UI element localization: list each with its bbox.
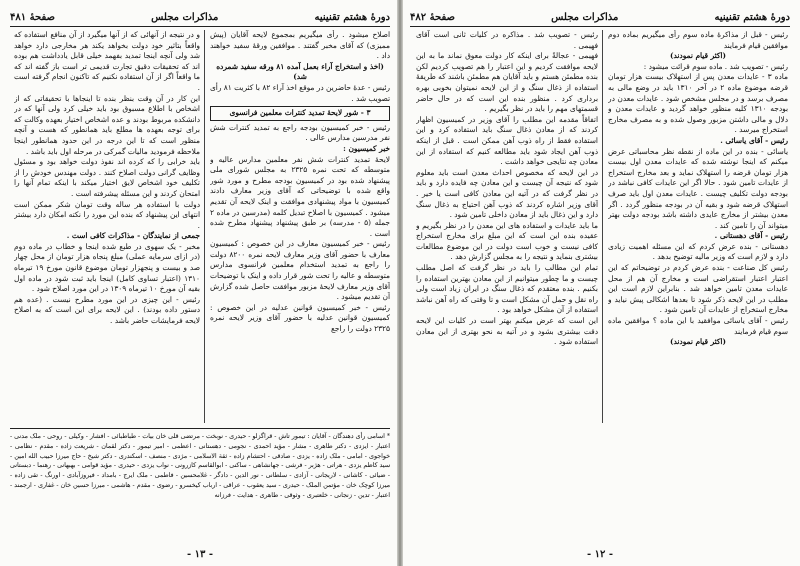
- journal-title: مذاکرات مجلس: [551, 11, 619, 23]
- paragraph: رئیس - خبر کمیسیون بودجه راجع به تمدید کنترات شش نفر مدرسین مدارس عالی .: [210, 122, 390, 143]
- right-page-column-2: [416, 30, 598, 423]
- article-text: ماده ۳ - عایدات معدن پس از استهلاک بیست هزار تومان قرضه موضوع ماده ۲ در آخر ۱۳۱۰ باید در وضع مالی به مصرف برسد و در مجلس مشخص شود . عایدات معدن در بودجه ۱۳۱۰ کلیه منظور خواهد گردید و عایدات معدن و دلال و مالی داشتن مزبور وصول شده و به مصرف مخارج استخراج میرسد .: [608, 72, 788, 135]
- paragraph: این کار در آن وقت بنظر بنده تا اینجاها با تحقیقاتی که از اشخاص با اطلاع مسبوق بود باید خیلی کرد ولی آنها که در دانشکده مربوط بودند و عده اشخاص اختیار بعهده وکالت که برای توجه بعهده ها مطلع باید همانطور که هست و آنچه منظور است که تا این درجه در این حدود همانطور اینجا ملاحظه فرمودید مالیات گمرکی در مرحله اول باید باشد .: [14, 93, 200, 156]
- paragraph: لایحهٔ تمدید کنترات شش نفر معلمین مدارس عالیه و متوسطه که تحت نمره ۲۳۲۵ به مجلس شورای ملی پیشنهاد شده بود در کمیسیون بودجه مطرح و مورد شور واقع شده با توضیحاتی که آقای وزیر معارف دادند کمیسیون با مواد پیشنهادی موافقت و اینک لایحه آن تقدیم میشود . کمیسیون با اصلاح تبدیل کلمه (مدرسین در ماده ۲ جمله (۵ - مدرسه) بر طبق پیشنهاد پیشنهاد مطرح شده است .: [210, 154, 390, 238]
- agenda-item-heading: ۳ - شور لایحهٔ تمدید کنترات معلمین فرانسوی: [210, 106, 390, 121]
- paragraph: رئیس - تصویب شد . ماده سوم قرائت میشود :: [643, 61, 788, 71]
- vote-note: (اکثر قیام نمودند): [670, 51, 726, 61]
- session-label: دورهٔ هشتم تقنینیه: [714, 11, 790, 23]
- paragraph: رئیس - خبر کمیسیون معارف در این خصوص : کمیسیون معارف با حضور آقای وزیر معارف لایحه نمره ۸۲۰۰ دولت را راجع به تمدید استخدام معلمین فرانسوی مدارس متوسطه و عالیه را تحت شور قرار داده و اینک با توضیحات آقای وزیر معارف لایحهٔ مزبور موافقت حاصل شده گزارش آن تقدیم میشود .: [210, 239, 390, 302]
- right-page: [400, 0, 800, 566]
- left-page-header: [10, 8, 390, 27]
- committee-report-label: خبر کمیسیون :: [343, 143, 390, 153]
- page-number: - ۱۲ -: [586, 549, 614, 560]
- paragraph: دولت با استفاده هر ساله وقت تومان شکر ممکن است انتهای این پیشنهاد که بنده این مورد را نکته امکان دارد بیشتر .: [14, 199, 200, 230]
- paragraph: رئیس - تصویب شد . مذاکره در کلیات ثانی است آقای فهیمی .: [416, 30, 598, 50]
- paragraph: تمام این مطالب را باید در نظر گرفت که اصل مطلب چیست و ما چطور میتوانیم از این معادن بهترین استفاده را بکنیم . بنده معتقدم که ذغال سنگ در ایران زیاد است ولی راه نقل و حمل آن مشکل است و تا وقتی که راه آهن نباشد استفاده از آن مشکل خواهد بود .: [416, 263, 598, 315]
- header-page-number: صفحهٔ ۴۸۲: [410, 11, 455, 23]
- vote-note: (اکثر قیام نمودند): [670, 337, 726, 347]
- paragraph: یاسائی - بنده در این ماده از نقطه نظر محاسباتی عرض میکنم که اینجا نوشته شده که عایدات معدن اول بیست هزار تومان قرضه را استهلاک نماید و بعد مخارج استخراج از عایدات تامین شود . حالا اگر این عایدات کافی نباشد در بودجه دولت تکلیف چیست . عایدات معدن اول باید صرف استهلاک قرضه شود و بقیه آن در بودجه منظور گردد . اگر معدن بیشتر از مخارج عایدی داشته باشد بودجه دولت بهتر میتواند آن را تامین کند .: [608, 146, 788, 230]
- paragraph: این است که عرض میکنم بهتر است در کلیات این لایحه دقت بیشتری بشود و در آتیه به نحو بهتری از این معادن استفاده شود .: [416, 316, 598, 347]
- session-label: دورهٔ هشتم تقنینیه: [314, 11, 390, 23]
- paragraph: جمعی از نمایندگان - مذاکرات کافی است .: [66, 231, 200, 241]
- paragraph: مخبر - یک سهوی در طبع شده اینجا و خطاب در ماده دوم (در ازای سرمایه عملی) مبلغ پنجاه هزار تومان از محل چهار صد و بیست و پنجهزار تومان موضوع قانون مورخ ۱۹ تیرماه ۱۳۱۰ (اعتبار تساوی کامل) اینجا باید ثبت شود در ماده اول بقیه آن مورخ ۱۰ تیرماه ۱۳۰۹ در این مورد اصلاح شود .: [14, 241, 200, 294]
- paragraph: ما باید عایدات و استفاده های این معدن را در نظر بگیریم و عقیده بنده این است که این مبلغ برای مخارج استخراج کافی نیست و خوب است دولت در این موضوع مطالعات بیشتری بنماید و نتیجه را به مجلس گزارش دهد .: [416, 220, 598, 262]
- right-page-column-1: [608, 30, 788, 423]
- left-page-column-1: [210, 30, 390, 423]
- paragraph: رئیس - قبل از مذاکرهٔ ماده سوم رأی میگیریم بماده دوم موافقین قیام فرمایند: [608, 30, 788, 50]
- left-page-column-2: [14, 30, 200, 423]
- paragraph: رئیس - خبر کمیسیون قوانین عدلیه در این خصوص : کمیسیون قوانین عدلیه با حضور آقای وزیر لایحه نمره ۲۳۲۵ دولت را راجع: [210, 302, 390, 334]
- paragraph: و در نتیجه از آنهائی که از آنها میگیرد از آن منافع استفاده که واقعاً بتاثیر خود دولت بخواهد یکند هر مخارجی دارد خواهد شد ولی آنچه اینجا تمدید بفهمد خیلی قابل یادداشت هم بوده اند که تحقیقات دقیق تجارت قدیمی تر است باز گفته اند که ما واقعاً اگر از آن استفاده نکنیم که تاکنون انجام گرفته است .: [14, 30, 200, 92]
- paragraph: دهستانی - بنده عرض کردم که این مسئله اهمیت زیادی دارد و لازم است که وزیر مالیه توضیح بدهد .: [608, 241, 788, 262]
- paragraph: اتفاقاً مقدمه این مطلب را آقای وزیر در کمیسیون اظهار کردند که از معادن ذغال سنگ باید استفاده کرد و این استفاده فقط از راه ذوب آهن ممکن است . قبل از اینکه ذوب آهن ایجاد شود باید مطالعه کنیم که استفاده از این معادن چه نتایجی خواهد داشت .: [416, 114, 598, 167]
- journal-title: مذاکرات مجلس: [151, 11, 219, 23]
- paragraph: رئیس - آقای یاسائی .: [720, 135, 788, 145]
- header-page-number: صفحهٔ ۴۸۱: [10, 11, 55, 23]
- paragraph: رئیس - آقای یاسائی موافقید با این ماده ؟ موافقین ماده سوم قیام فرمایند: [608, 316, 788, 336]
- paragraph: باید خرابی را که کرده اند نفوذ دولت خواهد بود و مسئول وظایف گرانی دولت اصلاح کنند . دولت مهندس خودش را از تکلیف خود اشخاص لایق اختیار میکند با اینکه تمام آنها را امتحان کردند و این مسئله پیشرفته است .: [14, 157, 200, 198]
- vote-note: (اخذ و استخراج آراء بعمل آمده ۸۱ ورقه سفید شمرده شد): [216, 61, 384, 82]
- paragraph: رئیس - عدهٔ حاضرین در موقع اخذ آراء ۸۲ با کثریت ۸۱ رأی تصویب شد .: [210, 82, 390, 103]
- paragraph: رئیس کل صناعت - بنده عرض کردم در توضیحاتم که این اعتبار اعتبار استقراضی است و مخارج آن هم از محل عایدات معدن تامین خواهد شد . بنابراین لازم است این مطلب در این لایحه ذکر شود تا بعدها اشکالی پیش نیاید و مخارج استخراج از عایدات آن تامین شود .: [608, 263, 788, 315]
- right-page-header: [410, 8, 790, 27]
- paragraph: رئیس - این چیزی در این مورد مطرح نیست . (عده هم دستور داده بودند) . این لایحه برای این است که به اصلاح لایحه فرمایشات حاضر باشد .: [14, 294, 200, 326]
- paragraph: فهیمی - عجالةً برای اینکه کار دولت معوق نماند ما به این لایحه موافقت کردیم و این اعتبار را هم تصویب کردیم لکن بنده مطمئن هستم و باید آقایان هم مطمئن باشند که طریقهٔ استفاده از ذغال سنگ و از این لایحه نمیتوان بخوبی بهره برداری کرد . منظور بنده این است که در حال حاضر قسمتهای مهم را باید در نظر بگیریم .: [416, 51, 598, 114]
- footnote-voters-list: * اسامی رأی دهندگان - آقایان : تیمور تاش - قراگزلو - حیدری - نوبخت - مرتضی قلی خان بیات - طباطبائی - افشار - وکیلی - روحی - ملک مدنی - اعتبار - ایزدی - دکتر طاهری - مشار - مؤید احمدی - نجومی - دهستانی - اعظمی - امیر تیمور - دکتر لقمان - شریعت زاده - مقدم - نظامی - خواجوی - امامی - ملک زاده - یزدی - صادقی - احتشام زاده - ثقة الاسلامی - مژدی - منصف - اسکندری - دکتر شیخ - حاج میرزا حبیب الله امین - سید کاظم یزدی - هراتی - هژبر - فرشی - جهانشاهی - ساکنی - ابوالقاسم کازرونی - نواب یزدی - حیدری - مؤید قوامی - بهبهانی - رهنما - دبستانی - ضیائی - کاشانی - لاریجانی - آزادی - سلطانی - نور الدین - دادگر - غلامحسین - فاطمی - ملک ایرج - بامداد - فیروزآبادی - اورنگ - تقی زاده - میرزا کوچک خان - مؤتمن الملک - حیدری - سید یعقوب - عراقی - ارباب کیخسرو - رضوی - مقدم - هاشمی - میرزا حسین خان - غفاری - ارجمند - اعتبار - تدین - زنجانی - خلعتبری - وثوقی - طاهری - هدایت - فرزانه: [10, 428, 390, 538]
- page-number: - ۱۳ -: [186, 549, 214, 560]
- column-divider: [204, 30, 205, 423]
- paragraph: رئیس - آقای دهستانی .: [714, 231, 788, 241]
- paragraph: اصلاح میشود . رأی میگیریم بمجموع لایحه آقایان (پیش ممیزی) که آقای مخبر گفتند . موافقین ورقهٔ سفید خواهند داد .: [210, 30, 390, 61]
- column-divider: [602, 30, 603, 423]
- paragraph: در این لایحه که مخصوص احداث معدن است باید معلوم شود که نتیجه آن چیست و این معادن چه فایده دارد و باید در نظر گرفت که در آتیه این معادن کافی است یا خیر . آقای وزیر اشاره کردند که ذوب آهن احتیاج به ذغال سنگ دارد و این ذغال باید از معادن داخلی تامین شود .: [416, 167, 598, 220]
